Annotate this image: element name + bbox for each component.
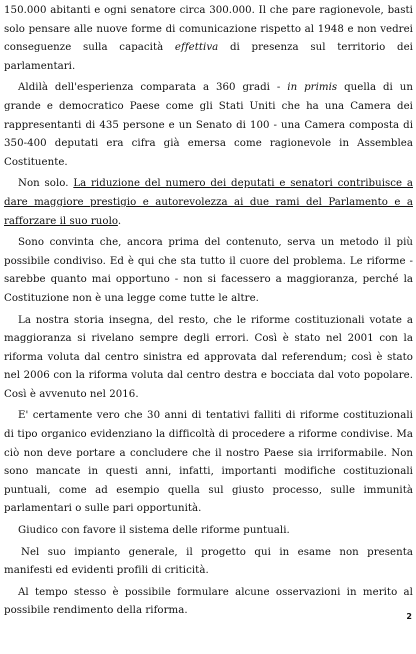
paragraph-5 [4, 312, 413, 405]
text-segment: . [117, 215, 122, 227]
text-segment: Al tempo stesso è possibile formulare alcune osservazioni in merito al possibile rendimento della riforma. [4, 586, 413, 617]
text-segment: quella di un grande e democratico Paese come gli Stati Uniti che ha una Camera dei rappresentanti di 435 persone e un Senato di 100 - una Camera composta di 350-400 deputati era cifra già emersa come ragionevole in Assemblea Costituente. [4, 82, 413, 168]
paragraph-7 [4, 522, 413, 541]
paragraph-3 [4, 175, 413, 231]
paragraph-6 [4, 407, 413, 519]
paragraph-4 [4, 234, 413, 308]
document-page [4, 2, 413, 624]
text-segment: Aldilà dell'esperienza comparata a 360 gradi - [18, 82, 288, 94]
text-segment-underlined: La riduzione del numero dei deputati e senatori contribuisce a dare maggiore prestigio e autorevolezza ai due rami del Parlamento e a rafforzare il suo ruolo [4, 178, 413, 227]
paragraph-8 [4, 544, 413, 581]
text-segment: Sono convinta che, ancora prima del contenuto, serva un metodo il più possibile condiviso. Ed è qui che sta tutto il cuore del problema. Le riforme - sarebbe quanto mai opportuno - non si facessero a maggioranza, perché la Costituzione non è una legge come tutte le altre. [4, 237, 413, 304]
text-segment-italic: effettiva [174, 42, 219, 54]
text-segment: E' certamente vero che 30 anni di tentativi falliti di riforme costituzionali di tipo organico evidenziano la difficoltà di procedere a riforme condivise. Ma ciò non deve portare a concludere che il nostro Paese sia irriformabile. Non sono mancate in questi anni, infatti, importanti modifiche costituzionali puntuali, come ad esempio quella sul giusto processo, sulle immunità parlamentari o sulle pari opportunità. [4, 410, 413, 515]
text-segment: 150.000 abitanti e ogni senatore circa 300.000. Il che pare ragionevole, basti solo pensare alle nuove forme di comunicazione rispetto al 1948 e non vedrei conseguenze sulla capacità [4, 5, 413, 54]
text-segment: Nel suo impianto generale, il progetto qui in esame non presenta manifesti ed evidenti profili di criticità. [4, 546, 413, 577]
text-segment: Giudico con favore il sistema delle riforme puntuali. [18, 525, 290, 537]
paragraph-1 [4, 2, 413, 76]
text-segment: La nostra storia insegna, del resto, che le riforme costituzionali votate a maggioranza si rivelano sempre degli errori. Così è stato nel 2001 con la riforma voluta dal centro sinistra ed approvata dal referendum; così è stato nel 2006 con la riforma voluta dal centro destra e bocciata dal voto popolare. Così è avvenuto nel 2016. [4, 314, 413, 400]
page-number: 2 [406, 612, 412, 621]
paragraph-9 [4, 584, 413, 621]
text-segment: Non solo. [18, 178, 74, 190]
paragraph-2 [4, 79, 413, 172]
text-segment-italic: in primis [287, 82, 338, 94]
text-segment: di presenza sul territorio dei parlamentari. [4, 42, 413, 72]
